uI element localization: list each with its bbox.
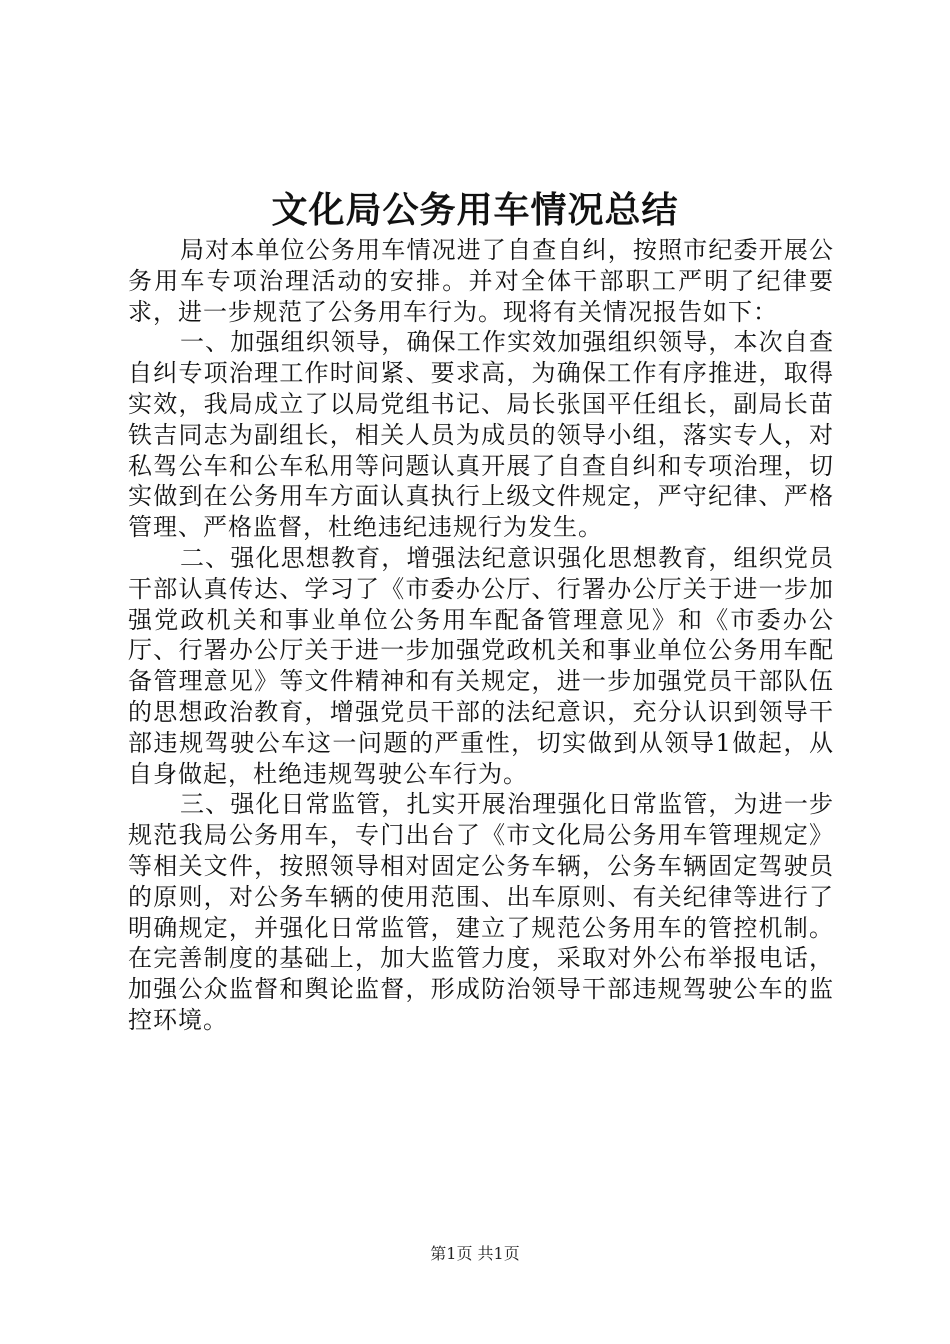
- paragraph-section-2: 二、强化思想教育，增强法纪意识强化思想教育，组织党员干部认真传达、学习了《市委办公厅、行署办公厅关于进一步加强党政机关和事业单位公务用车配备管理意见》和《市委办公厅、行署办公厅关于进一步加强党政机关和事业单位公务用车配备管理意见》等文件精神和有关规定，进一步加强党员干部队伍的思想政治教育，增强党员干部的法纪意识，充分认识到领导干部违规驾驶公车这一问题的严重性，切实做到从领导1做起，从自身做起，杜绝违规驾驶公车行为。: [128, 543, 834, 788]
- paragraph-intro: 局对本单位公务用车情况进了自查自纠，按照市纪委开展公务用车专项治理活动的安排。并对全体干部职工严明了纪律要求，进一步规范了公务用车行为。现将有关情况报告如下：: [128, 236, 834, 326]
- page-number-footer: 第1页 共1页: [430, 1244, 520, 1263]
- document-body: [128, 235, 834, 1036]
- paragraph-section-3: 三、强化日常监管，扎实开展治理强化日常监管，为进一步规范我局公务用车，专门出台了《市文化局公务用车管理规定》等相关文件，按照领导相对固定公务车辆，公务车辆固定驾驶员的原则，对公务车辆的使用范围、出车原则、有关纪律等进行了明确规定，并强化日常监管，建立了规范公务用车的管控机制。在完善制度的基础上，加大监管力度，采取对外公布举报电话，加强公众监督和舆论监督，形成防治领导干部违规驾驶公车的监控环境。: [128, 790, 834, 1034]
- paragraph-section-1: 一、加强组织领导，确保工作实效加强组织领导，本次自查自纠专项治理工作时间紧、要求高，为确保工作有序推进，取得实效，我局成立了以局党组书记、局长张国平任组长，副局长苗铁吉同志为副组长，相关人员为成员的领导小组，落实专人，对私驾公车和公车私用等问题认真开展了自查自纠和专项治理，切实做到在公务用车方面认真执行上级文件规定，严守纪律、严格管理、严格监督，杜绝违纪违规行为发生。: [128, 328, 834, 542]
- document-title: 文化局公务用车情况总结: [271, 189, 679, 231]
